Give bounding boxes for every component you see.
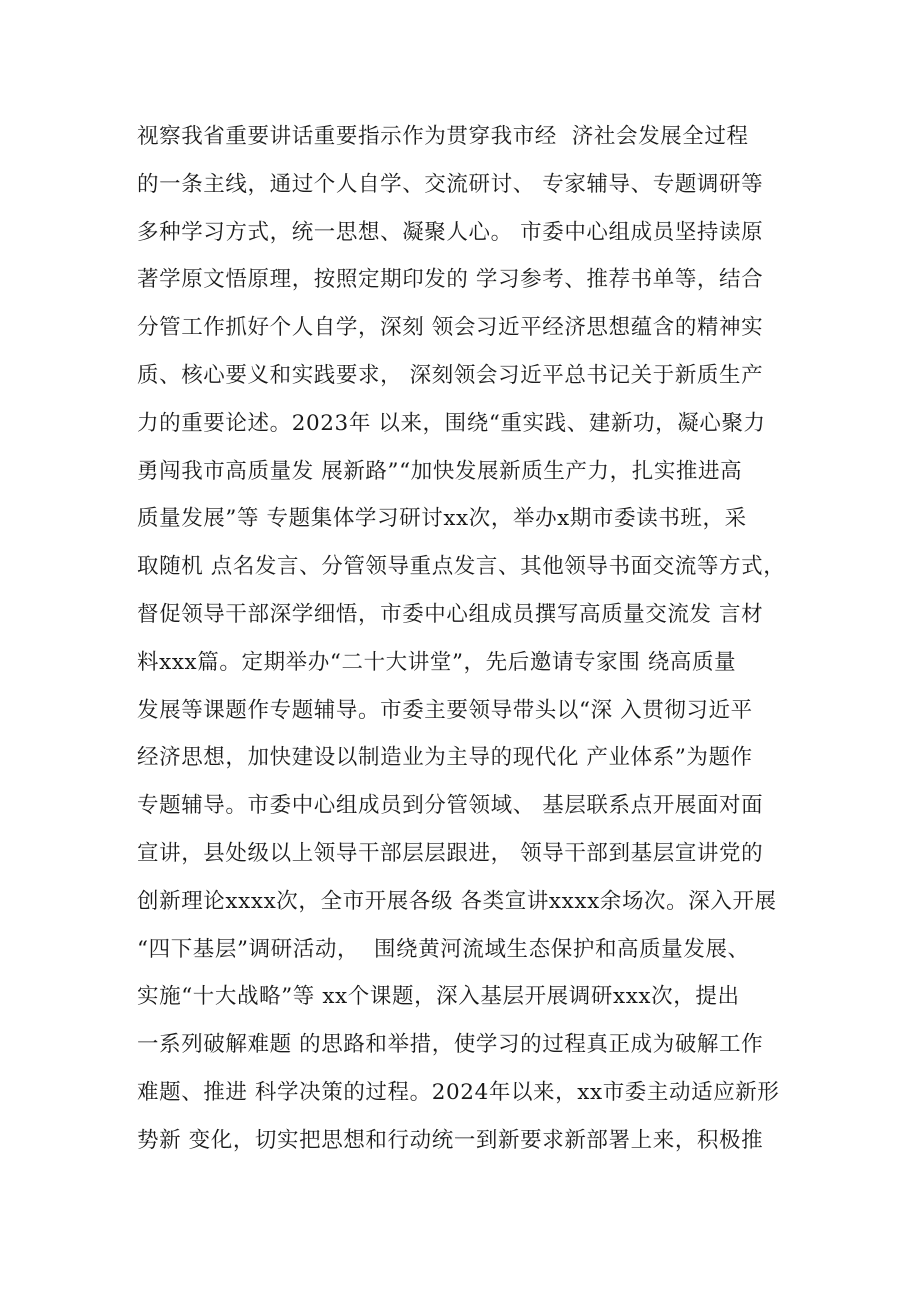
text-line: 视察我省重要讲话重要指示作为贯穿我市经 济社会发展全过程 <box>137 124 749 149</box>
text-line: 经济思想，加快建设以制造业为主导的现代化 产业体系”为题作 <box>137 745 753 771</box>
text-line: 质量发展”等 专题集体学习研讨xx次，举办x期市委读书班，采 <box>137 506 747 532</box>
text-line: 取随机 点名发言、分管领导重点发言、其他领导书面交流等方式， <box>137 554 786 580</box>
text-line: 专题辅导。市委中心组成员到分管领域、 基层联系点开展面对面 <box>137 793 764 819</box>
text-line: 的一条主线，通过个人自学、交流研讨、 专家辅导、专题调研等 <box>137 171 764 197</box>
text-line: 宣讲，县处级以上领导干部层层跟进， 领导干部到基层宣讲党的 <box>137 840 764 866</box>
text-line: 实施“十大战略”等 xx个课题，深入基层开展调研xxx次，提出 <box>137 984 740 1010</box>
text-line: 难题、推进 科学决策的过程。2024年以来，xx市委主动适应新形 <box>137 1079 780 1105</box>
text-line: 一系列破解难题 的思路和举措，使学习的过程真正成为破解工作 <box>137 1032 764 1058</box>
text-line: 督促领导干部深学细悟，市委中心组成员撰写高质量交流发 言材 <box>137 601 764 627</box>
text-line: 多种学习方式，统一思想、凝聚人心。 市委中心组成员坚持读原 <box>137 219 764 245</box>
text-line: 著学原文悟原理，按照定期印发的 学习参考、推荐书单等，结合 <box>137 267 764 293</box>
text-line: 势新 变化，切实把思想和行动统一到新要求新部署上来，积极推 <box>137 1127 764 1153</box>
text-line: 料xxx篇。定期举办“二十大讲堂”，先后邀请专家围 绕高质量 <box>137 649 737 675</box>
body-text <box>137 113 817 1165</box>
text-line: 创新理论xxxx次，全市开展各级 各类宣讲xxxx余场次。深入开展 <box>137 888 777 914</box>
text-line: 分管工作抓好个人自学，深刻 领会习近平经济思想蕴含的精神实 <box>137 315 764 341</box>
text-line: “四下基层”调研活动， 围绕黄河流域生态保护和高质量发展、 <box>137 936 750 962</box>
text-line: 质、核心要义和实践要求， 深刻领会习近平总书记关于新质生产 <box>137 362 764 388</box>
text-line: 发展等课题作专题辅导。市委主要领导带头以“深 入贯彻习近平 <box>137 697 753 723</box>
text-line: 力的重要论述。2023年 以来，围绕“重实践、建新功，凝心聚力 <box>137 410 766 436</box>
text-line: 勇闯我市高质量发 展新路”“加快发展新质生产力，扎实推进高 <box>137 458 743 484</box>
